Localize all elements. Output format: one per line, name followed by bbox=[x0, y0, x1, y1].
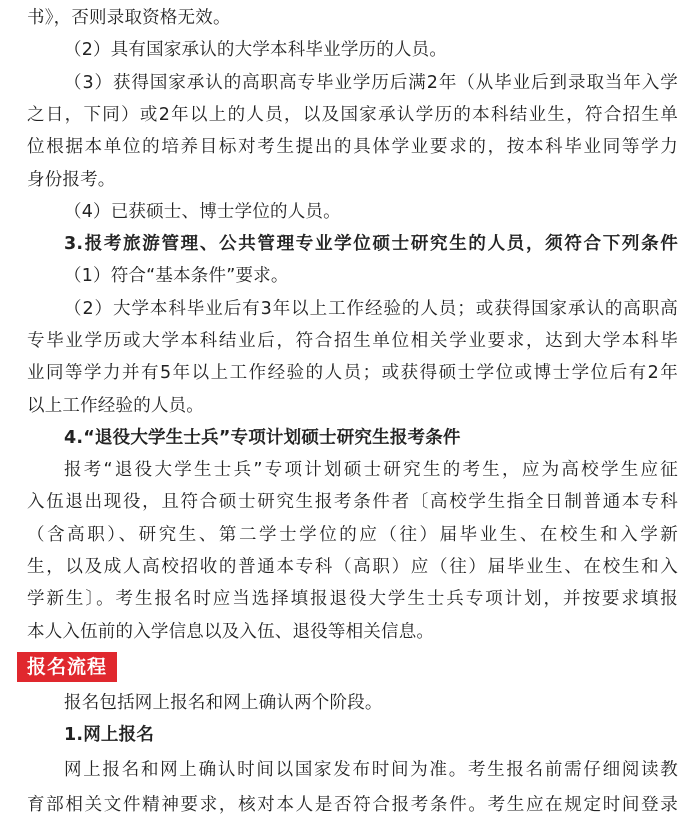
subheading: 4.“退役大学生士兵”专项计划硕士研究生报考条件 bbox=[64, 428, 461, 448]
paragraph-line: （2）具有国家承认的大学本科毕业学历的人员。 bbox=[64, 40, 448, 60]
paragraph-line: 报考“退役大学生士兵”专项计划硕士研究生的考生，应为高校学生应征 bbox=[64, 460, 678, 480]
subheading: 3.报考旅游管理、公共管理专业学位硕士研究生的人员，须符合下列条件 bbox=[64, 234, 678, 254]
paragraph-line: 育部相关文件精神要求，核对本人是否符合报考条件。考生应在规定时间登录 bbox=[27, 795, 678, 815]
paragraph-line: （4）已获硕士、博士学位的人员。 bbox=[64, 202, 341, 222]
paragraph-line: 业同等学力并有5年以上工作经验的人员；或获得硕士学位或博士学位后有2年 bbox=[27, 363, 678, 383]
paragraph-line: 本人入伍前的入学信息以及入伍、退役等相关信息。 bbox=[27, 622, 435, 642]
paragraph-line: （含高职）、研究生、第二学士学位的应（往）届毕业生、在校生和入学新 bbox=[27, 525, 678, 545]
paragraph-line: （3）获得国家承认的高职高专毕业学历后满2年（从毕业后到录取当年入学 bbox=[64, 73, 678, 93]
paragraph-line: 生，以及成人高校招收的普通本专科（高职）应（往）届毕业生、在校生和入 bbox=[27, 557, 678, 577]
paragraph-line: 网上报名和网上确认时间以国家发布时间为准。考生报名前需仔细阅读教 bbox=[64, 760, 678, 780]
paragraph-line: 身份报考。 bbox=[27, 170, 116, 190]
paragraph-line: 学新生〕。考生报名时应当选择填报退役大学生士兵专项计划，并按要求填报 bbox=[27, 589, 678, 609]
subheading: 1.网上报名 bbox=[64, 725, 155, 745]
paragraph-line: 以上工作经验的人员。 bbox=[27, 396, 204, 416]
paragraph-line: 之日，下同）或2年以上的人员，以及国家承认学历的本科结业生，符合招生单 bbox=[27, 105, 678, 125]
paragraph-line: 位根据本单位的培养目标对考生提出的具体学业要求的，按本科毕业同等学力 bbox=[27, 137, 678, 157]
paragraph-line: （1）符合“基本条件”要求。 bbox=[64, 266, 289, 286]
paragraph-line: 专毕业学历或大学本科结业后，符合招生单位相关学业要求，达到大学本科毕 bbox=[27, 331, 678, 351]
paragraph-line: 报名包括网上报名和网上确认两个阶段。 bbox=[64, 693, 383, 713]
paragraph-line: 入伍退出现役，且符合硕士研究生报考条件者〔高校学生指全日制普通本专科 bbox=[27, 492, 678, 512]
paragraph-line: 书》，否则录取资格无效。 bbox=[27, 8, 231, 28]
paragraph-line: （2）大学本科毕业后有3年以上工作经验的人员；或获得国家承认的高职高 bbox=[64, 299, 678, 319]
section-heading-badge: 报名流程 bbox=[17, 652, 117, 682]
